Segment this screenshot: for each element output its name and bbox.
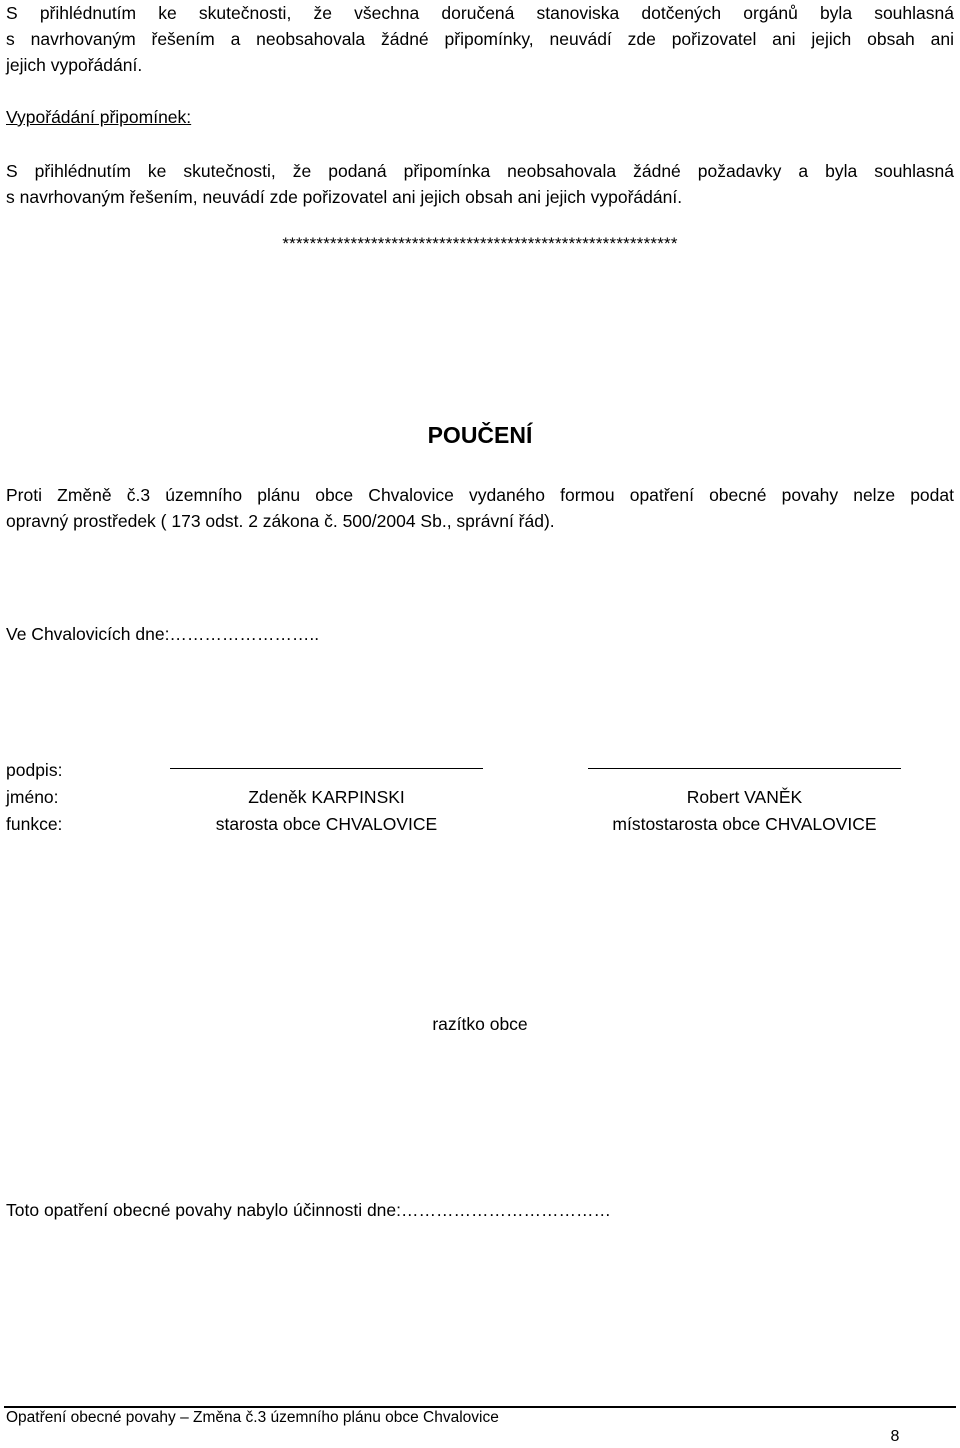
pouceni-title: POUČENÍ <box>427 422 533 448</box>
intro-line-3: jejich vypořádání. <box>6 55 143 75</box>
page-number: 8 <box>890 1428 900 1445</box>
signature-row-name <box>6 787 954 814</box>
label-name: jméno: <box>6 787 59 807</box>
response-line-1: S přihlédnutím ke skutečnosti, že podaná připomínka neobsahovala žádné požadavky a byla souhlasná <box>6 161 954 181</box>
person1-function: starosta obce CHVALOVICE <box>215 814 438 834</box>
place-date: Ve Chvalovicích dne:…………………….. <box>6 624 320 644</box>
intro-line-1: S přihlédnutím ke skutečnosti, že všechna doručená stanoviska dotčených orgánů byla souhlasná <box>6 3 954 23</box>
footer-divider <box>4 1406 956 1408</box>
intro-paragraph <box>6 0 954 78</box>
person2-name: Robert VANĚK <box>686 787 803 807</box>
stamp-label: razítko obce <box>432 1014 528 1034</box>
signature-row-sign <box>6 760 954 787</box>
person1-name: Zdeněk KARPINSKI <box>248 787 405 807</box>
effective-date: Toto opatření obecné povahy nabylo účinnosti dne:……………………………… <box>6 1200 612 1220</box>
label-sign: podpis: <box>6 760 63 780</box>
signature-row-function <box>6 814 954 841</box>
pouceni-line-2: opravný prostředek ( 173 odst. 2 zákona č. 500/2004 Sb., správní řád). <box>6 511 555 531</box>
response-line-2: s navrhovaným řešením, neuvádí zde pořizovatel ani jejich obsah ani jejich vypořádání. <box>6 187 683 207</box>
separator-stars: ********************************************************** <box>282 234 678 253</box>
footer-text: Opatření obecné povahy – Změna č.3 územního plánu obce Chvalovice <box>6 1409 499 1426</box>
response-paragraph <box>6 158 954 210</box>
label-function: funkce: <box>6 814 63 834</box>
person2-function: místostarosta obce CHVALOVICE <box>612 814 877 834</box>
pouceni-paragraph <box>6 482 954 534</box>
settlement-heading: Vypořádání připomínek: <box>6 107 192 127</box>
pouceni-line-1: Proti Změně č.3 územního plánu obce Chvalovice vydaného formou opatření obecné povahy nelze podat <box>6 485 954 505</box>
intro-line-2: s navrhovaným řešením a neobsahovala žádné připomínky, neuvádí zde pořizovatel ani jejich obsah ani <box>6 29 954 49</box>
